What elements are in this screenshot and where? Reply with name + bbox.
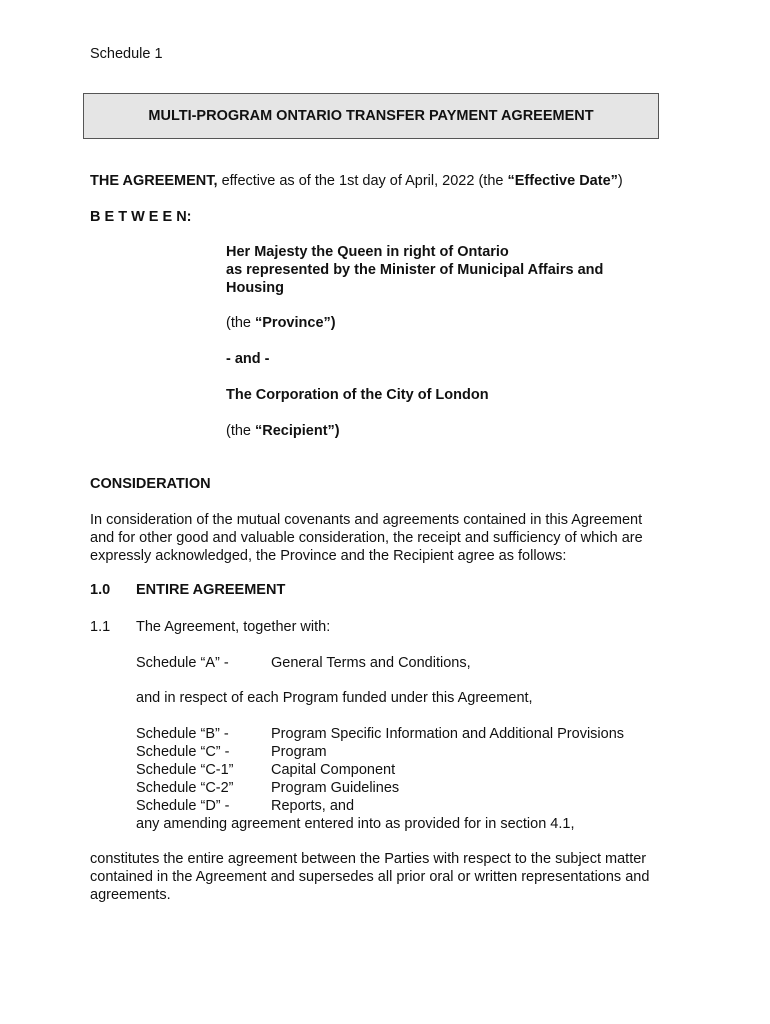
province-line-1: Her Majesty the Queen in right of Ontario — [226, 244, 509, 260]
intro-text: effective as of the 1st day of April, 2022 (the — [217, 173, 508, 189]
agreement-title: MULTI-PROGRAM ONTARIO TRANSFER PAYMENT AGREEMENT — [148, 108, 594, 124]
schedule-description: General Terms and Conditions, — [271, 655, 471, 671]
section-number: 1.0 — [90, 582, 111, 598]
closing-line-1: constitutes the entire agreement between the Parties with respect to the subject matter — [90, 851, 647, 867]
recipient-alias — [226, 422, 340, 440]
schedule-row — [136, 761, 696, 779]
province-line-2: as represented by the Minister of Municipal Affairs and — [226, 262, 604, 278]
clause-number: 1.1 — [90, 619, 111, 635]
intro-close: ) — [617, 173, 623, 189]
schedule-header: Schedule 1 — [90, 46, 163, 62]
effective-date-term: “Effective Date” — [507, 173, 618, 189]
schedule-label: Schedule “D” - — [136, 798, 230, 814]
schedule-label: Schedule “C-1” — [136, 762, 234, 778]
consideration-paragraph — [90, 511, 643, 565]
province-alias — [226, 314, 336, 332]
between-label: B E T W E E N: — [90, 209, 192, 225]
clause-text: The Agreement, together with: — [136, 619, 331, 635]
section-heading: ENTIRE AGREEMENT — [136, 582, 286, 598]
province-alias-term: “Province”) — [255, 315, 336, 331]
schedule-label: Schedule “C-2” — [136, 780, 234, 796]
intro-paragraph — [90, 172, 623, 190]
schedule-description: Reports, and — [271, 798, 355, 814]
schedule-a-row — [136, 654, 696, 672]
schedule-row — [136, 743, 696, 761]
schedule-list — [136, 725, 696, 833]
recipient-name: The Corporation of the City of London — [226, 387, 489, 403]
schedule-label: Schedule “A” - — [136, 655, 229, 671]
consideration-line-3: expressly acknowledged, the Province and the Recipient agree as follows: — [90, 548, 567, 564]
recipient-alias-term: “Recipient”) — [255, 423, 340, 439]
amending-line: any amending agreement entered into as provided for in section 4.1, — [136, 816, 575, 832]
agreement-title-box — [83, 93, 659, 139]
province-alias-prefix: (the — [226, 315, 256, 331]
consideration-line-2: and for other good and valuable consideration, the receipt and sufficiency of which are — [90, 530, 643, 546]
schedule-label: Schedule “B” - — [136, 726, 229, 742]
schedule-row — [136, 725, 696, 743]
province-line-3: Housing — [226, 280, 284, 296]
closing-line-3: agreements. — [90, 887, 171, 903]
and-separator: - and - — [226, 351, 270, 367]
consideration-line-1: In consideration of the mutual covenants and agreements contained in this Agreement — [90, 512, 643, 528]
schedule-row — [136, 797, 696, 815]
recipient-alias-prefix: (the — [226, 423, 256, 439]
schedule-description: Program Guidelines — [271, 780, 400, 796]
schedule-description: Capital Component — [271, 762, 396, 778]
schedule-row — [136, 779, 696, 797]
intro-lead: THE AGREEMENT, — [90, 173, 218, 189]
schedule-description: Program — [271, 744, 327, 760]
schedule-label: Schedule “C” - — [136, 744, 230, 760]
respect-line: and in respect of each Program funded under this Agreement, — [136, 690, 533, 706]
closing-paragraph — [90, 850, 649, 904]
province-party — [226, 243, 603, 297]
schedule-description: Program Specific Information and Additional Provisions — [271, 726, 625, 742]
consideration-heading: CONSIDERATION — [90, 476, 211, 492]
closing-line-2: contained in the Agreement and supersedes all prior oral or written representations and — [90, 869, 650, 885]
